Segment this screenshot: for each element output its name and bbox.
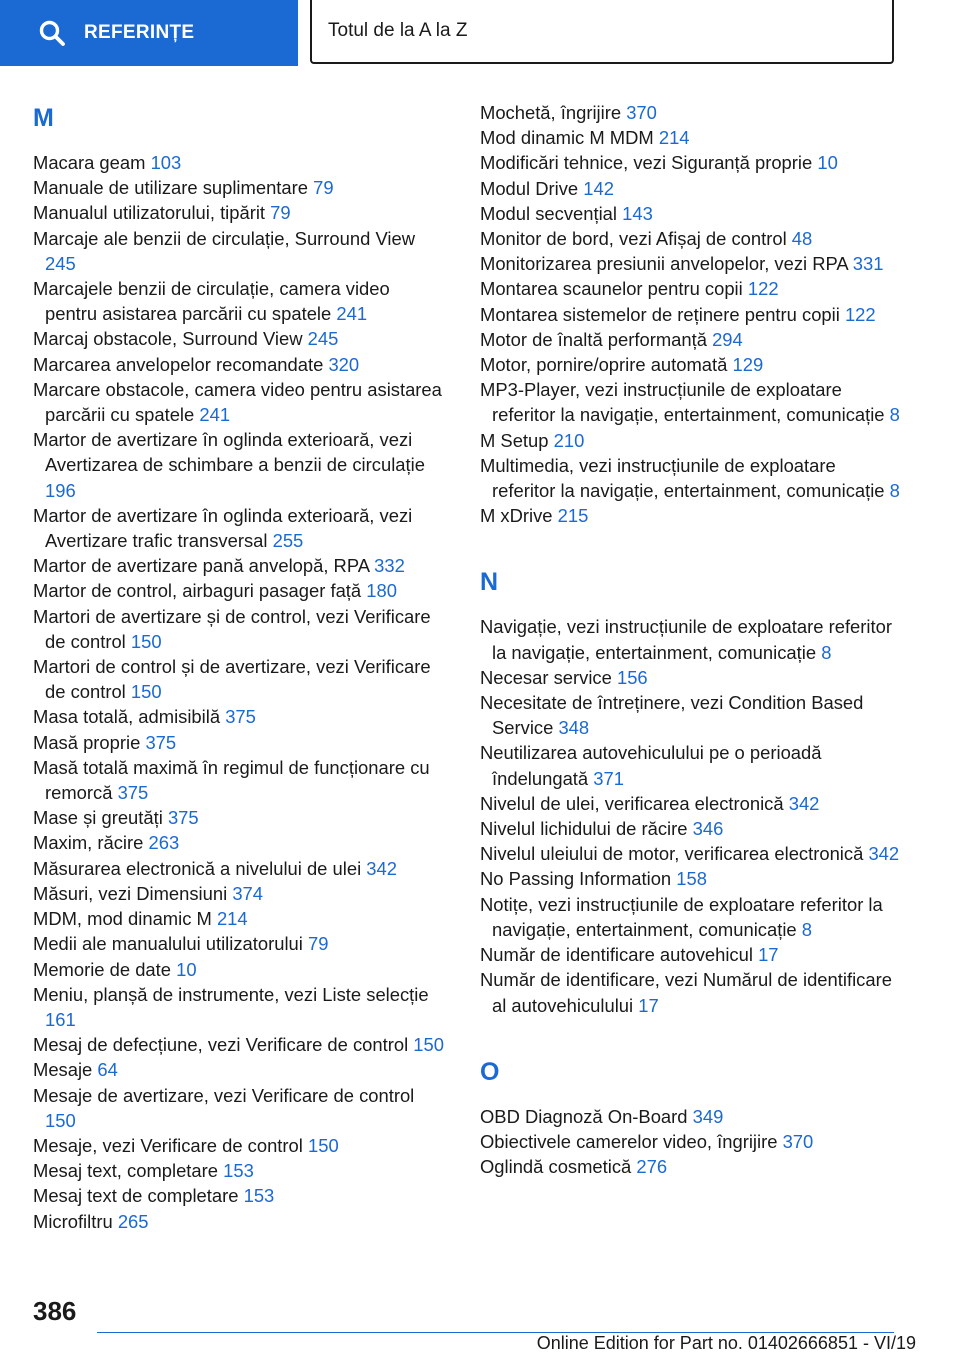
page-link[interactable]: 8	[801, 918, 812, 940]
entry-text: Meniu, planșă de instrumente, vezi Liste selecție	[33, 983, 429, 1005]
page-link[interactable]: 10	[817, 152, 838, 174]
entry-text: Nivelul uleiului de motor, verificarea electronică	[480, 843, 864, 865]
page-link[interactable]: 153	[223, 1160, 254, 1182]
page-link[interactable]: 161	[45, 1008, 76, 1030]
page-link[interactable]: 17	[758, 944, 779, 966]
page-link[interactable]: 245	[307, 328, 339, 350]
entry-text: Oglindă cosmetică	[480, 1156, 632, 1178]
index-column-right	[480, 100, 900, 1179]
entry-text: Marcaje ale benzii de circulație, Surround View	[33, 227, 415, 249]
page-link[interactable]: 346	[692, 818, 724, 840]
index-entry	[480, 428, 900, 453]
entry-text: Martori de avertizare și de control, vezi Verificare de control	[33, 605, 431, 652]
page-link[interactable]: 158	[676, 868, 707, 890]
section-title: Totul de la A la Z	[310, 0, 894, 64]
index-entry	[33, 1158, 445, 1183]
index-entry	[33, 1183, 445, 1208]
index-entry	[480, 503, 900, 528]
page-link[interactable]: 375	[167, 807, 199, 829]
page-link[interactable]: 294	[712, 328, 743, 350]
entry-text: Marcare obstacole, camera video pentru asistarea parcării cu spatele	[33, 378, 442, 426]
entry-text: Martor de avertizare în oglinda exterioară, vezi Avertizarea de schimbare a benzii de circulație	[33, 429, 425, 476]
entry-text: MDM, mod dinamic M	[33, 908, 212, 930]
page-link[interactable]: 348	[558, 717, 590, 739]
page-link[interactable]: 79	[308, 933, 329, 955]
page-link[interactable]: 103	[150, 152, 182, 173]
index-entry	[33, 1083, 445, 1133]
index-entry	[33, 755, 445, 805]
page-number: 386	[33, 1296, 77, 1326]
entry-text: Număr de identificare, vezi Numărul de identificare al autovehiculului	[480, 969, 892, 1016]
entry-text: Monitorizarea presiunii anvelopelor, vezi RPA	[480, 253, 848, 275]
page-link[interactable]: 320	[328, 353, 360, 375]
page-link[interactable]: 375	[225, 706, 256, 728]
index-entry	[480, 176, 900, 201]
index-entry	[480, 100, 900, 125]
index-entry	[480, 892, 900, 942]
index-entry	[33, 982, 445, 1032]
index-entry	[480, 276, 900, 301]
index-list	[480, 614, 900, 1017]
index-entry	[480, 1154, 900, 1179]
entry-text: Mesaj text, completare	[33, 1160, 219, 1182]
page-link[interactable]: 196	[45, 479, 76, 501]
index-entry	[33, 805, 445, 830]
index-list	[480, 1104, 900, 1180]
index-entry	[33, 1032, 445, 1057]
page-link[interactable]: 374	[232, 882, 263, 904]
page-link[interactable]: 214	[216, 908, 248, 930]
index-entry	[480, 125, 900, 150]
page-link[interactable]: 371	[593, 767, 624, 789]
entry-text: Modul Drive	[480, 177, 579, 199]
index-entry	[480, 967, 900, 1017]
index-entry	[480, 226, 900, 251]
page-link[interactable]: 215	[557, 505, 589, 527]
page-link[interactable]: 342	[366, 857, 397, 879]
references-tab[interactable]	[0, 0, 298, 66]
page-link[interactable]: 150	[130, 630, 162, 652]
entry-text: Mase și greutăți	[33, 807, 163, 829]
page-link[interactable]: 276	[636, 1156, 668, 1178]
index-entry	[480, 816, 900, 841]
index-entry	[33, 200, 445, 225]
index-entry	[33, 326, 445, 351]
entry-text: OBD Diagnoză On-Board	[480, 1105, 688, 1127]
entry-text: Motor, pornire/oprire automată	[480, 354, 728, 376]
page-link[interactable]: 142	[583, 177, 614, 199]
index-entry	[33, 604, 445, 654]
entry-text: Navigație, vezi instrucțiunile de exploatare referitor la navigație, entertainment, comunicație	[480, 616, 892, 663]
entry-text: Mod dinamic M MDM	[480, 127, 654, 149]
entry-text: M xDrive	[480, 505, 553, 527]
index-entry	[33, 957, 445, 982]
index-entry	[33, 503, 445, 553]
section-spacer	[480, 1018, 900, 1054]
index-list	[480, 100, 900, 528]
index-entry	[33, 276, 445, 326]
page-link[interactable]: 332	[374, 555, 405, 577]
entry-text: Nivelul lichidului de răcire	[480, 818, 688, 840]
page-link[interactable]: 8	[821, 641, 832, 663]
entry-text: Mochetă, îngrijire	[480, 102, 622, 123]
entry-text: Măsurarea electronică a nivelului de ulei	[33, 857, 362, 879]
index-entry	[480, 201, 900, 226]
section-spacer	[480, 528, 900, 564]
page-link[interactable]: 122	[844, 303, 876, 325]
page-link[interactable]: 64	[97, 1059, 118, 1081]
index-entry	[480, 1104, 900, 1129]
page-link[interactable]: 122	[747, 278, 779, 300]
section-letter-m: M	[33, 104, 54, 132]
entry-text: Modul secvențial	[480, 202, 617, 224]
entry-text: Neutilizarea autovehiculului pe o perioadă îndelungată	[480, 742, 822, 789]
index-entry	[33, 1209, 445, 1234]
page-link[interactable]: 342	[868, 843, 900, 865]
index-entry	[480, 302, 900, 327]
index-entry	[33, 704, 445, 729]
section-letter-o: O	[480, 1057, 500, 1086]
page-link[interactable]: 150	[413, 1034, 444, 1056]
entry-text: Monitor de bord, vezi Afișaj de control	[480, 228, 787, 250]
page-link[interactable]: 265	[117, 1210, 149, 1232]
index-entry	[33, 881, 445, 906]
entry-text: Notițe, vezi instrucțiunile de exploatare referitor la navigație, entertainment, comunicație	[480, 893, 883, 940]
entry-text: Marcaj obstacole, Surround View	[33, 328, 303, 350]
entry-text: Memorie de date	[33, 958, 172, 980]
entry-text: Maxim, răcire	[33, 832, 144, 854]
page-link[interactable]: 156	[616, 666, 648, 688]
entry-text: Mesaje	[33, 1059, 93, 1081]
index-list-m	[33, 150, 445, 1234]
index-entry	[480, 327, 900, 352]
entry-text: M Setup	[480, 429, 549, 451]
page-link[interactable]: 375	[145, 731, 177, 753]
index-entry	[480, 841, 900, 866]
page-link[interactable]: 370	[782, 1130, 814, 1152]
section-letter-n: N	[480, 568, 499, 597]
index-entry	[33, 553, 445, 578]
page-header	[0, 0, 960, 66]
entry-text: Masă proprie	[33, 731, 141, 753]
entry-text: Mesaj de defecțiune, vezi Verificare de control	[33, 1034, 409, 1056]
index-entry	[480, 453, 900, 503]
page-link[interactable]: 241	[336, 303, 368, 325]
index-entry	[33, 150, 445, 175]
page-link[interactable]: 214	[658, 127, 690, 149]
index-entry	[33, 654, 445, 704]
index-entry	[33, 830, 445, 855]
entry-text: Martor de control, airbaguri pasager față	[33, 580, 362, 602]
page-link[interactable]: 331	[852, 253, 884, 275]
index-entry	[33, 730, 445, 755]
index-entry	[480, 251, 900, 276]
page-link[interactable]: 150	[307, 1134, 339, 1156]
entry-text: Necesar service	[480, 666, 612, 688]
index-column-left	[33, 100, 445, 1234]
entry-text: Microfiltru	[33, 1210, 113, 1232]
edition-note: Online Edition for Part no. 01402666851 - VI/19	[536, 1333, 916, 1353]
page-link[interactable]: 129	[732, 354, 764, 376]
entry-text: Martor de avertizare în oglinda exterioară, vezi Avertizare trafic transversal	[33, 504, 413, 552]
index-entry	[33, 377, 445, 427]
index-entry	[33, 226, 445, 276]
index-entry	[33, 175, 445, 200]
page-link[interactable]: 143	[622, 202, 653, 224]
page-link[interactable]: 349	[692, 1105, 724, 1127]
entry-text: Mesaje, vezi Verificare de control	[33, 1134, 303, 1156]
section-gap	[480, 600, 900, 614]
entry-text: MP3-Player, vezi instrucțiunile de exploatare referitor la navigație, entertainment, comunicație	[480, 379, 885, 426]
search-icon	[38, 19, 66, 47]
entry-text: Manuale de utilizare suplimentare	[33, 177, 308, 199]
entry-text: Masă totală maximă în regimul de funcționare cu remorcă	[33, 756, 430, 804]
index-entry	[480, 352, 900, 377]
references-label: REFERINȚE	[84, 22, 195, 43]
page-link[interactable]: 48	[791, 228, 813, 250]
entry-text: Martor de avertizare pană anvelopă, RPA	[33, 555, 369, 577]
index-entry	[33, 856, 445, 881]
entry-text: Nivelul de ulei, verificarea electronică	[480, 792, 784, 814]
index-entry	[33, 1057, 445, 1082]
entry-text: Obiectivele camerelor video, îngrijire	[480, 1130, 778, 1152]
index-entry	[480, 377, 900, 427]
entry-text: Modificări tehnice, vezi Siguranță proprie	[480, 152, 813, 174]
index-entry	[480, 1129, 900, 1154]
page-link[interactable]: 153	[243, 1185, 275, 1207]
entry-text: No Passing Information	[480, 868, 672, 890]
index-entry	[33, 352, 445, 377]
entry-text: Masa totală, admisibilă	[33, 706, 221, 728]
page-link[interactable]: 8	[889, 480, 900, 502]
entry-text: Martori de control și de avertizare, vezi Verificare de control	[33, 656, 431, 703]
page-link[interactable]: 342	[788, 792, 820, 814]
page-link[interactable]: 150	[130, 681, 162, 703]
page-link[interactable]: 370	[626, 102, 657, 123]
section-gap	[480, 1090, 900, 1104]
page-link[interactable]: 210	[553, 429, 585, 451]
page-link[interactable]: 150	[45, 1109, 76, 1131]
entry-text: Montarea sistemelor de reținere pentru copii	[480, 303, 840, 325]
page-link[interactable]: 79	[270, 202, 291, 224]
page-link[interactable]: 375	[117, 782, 149, 804]
index-entry	[33, 578, 445, 603]
page-link[interactable]: 79	[313, 177, 334, 199]
index-entry	[480, 150, 900, 175]
entry-text: Manualul utilizatorului, tipărit	[33, 202, 266, 224]
entry-text: Mesaje de avertizare, vezi Verificare de control	[33, 1084, 415, 1106]
page-link[interactable]: 10	[176, 958, 197, 980]
entry-text: Marcajele benzii de circulație, camera video pentru asistarea parcării cu spatele	[33, 278, 390, 325]
index-entry	[33, 427, 445, 503]
index-entry	[480, 791, 900, 816]
entry-text: Multimedia, vezi instrucțiunile de exploatare referitor la navigație, entertainment, comunicație	[480, 454, 885, 502]
page-link[interactable]: 245	[45, 252, 76, 274]
page-link[interactable]: 8	[889, 404, 900, 426]
entry-text: Mesaj text de completare	[33, 1185, 239, 1207]
entry-text: Motor de înaltă performanță	[480, 328, 707, 350]
entry-text: Marcarea anvelopelor recomandate	[33, 353, 324, 375]
entry-text: Necesitate de întreținere, vezi Condition Based Service	[480, 692, 864, 739]
page-link[interactable]: 241	[199, 404, 231, 426]
index-entry	[480, 740, 900, 790]
index-entry	[33, 906, 445, 931]
index-entry	[480, 614, 900, 664]
index-entry	[33, 931, 445, 956]
index-entry	[480, 690, 900, 740]
entry-text: Măsuri, vezi Dimensiuni	[33, 882, 228, 904]
page-link[interactable]: 263	[148, 832, 180, 854]
entry-text: Număr de identificare autovehicul	[480, 944, 753, 966]
entry-text: Medii ale manualului utilizatorului	[33, 933, 303, 955]
index-entry	[480, 665, 900, 690]
entry-text: Montarea scaunelor pentru copii	[480, 278, 743, 300]
index-entry	[480, 866, 900, 891]
page-link[interactable]: 255	[272, 530, 304, 552]
page-link[interactable]: 180	[366, 580, 397, 602]
entry-text: Macara geam	[33, 152, 146, 173]
page-link[interactable]: 17	[638, 994, 659, 1016]
index-entry	[33, 1133, 445, 1158]
index-entry	[480, 942, 900, 967]
